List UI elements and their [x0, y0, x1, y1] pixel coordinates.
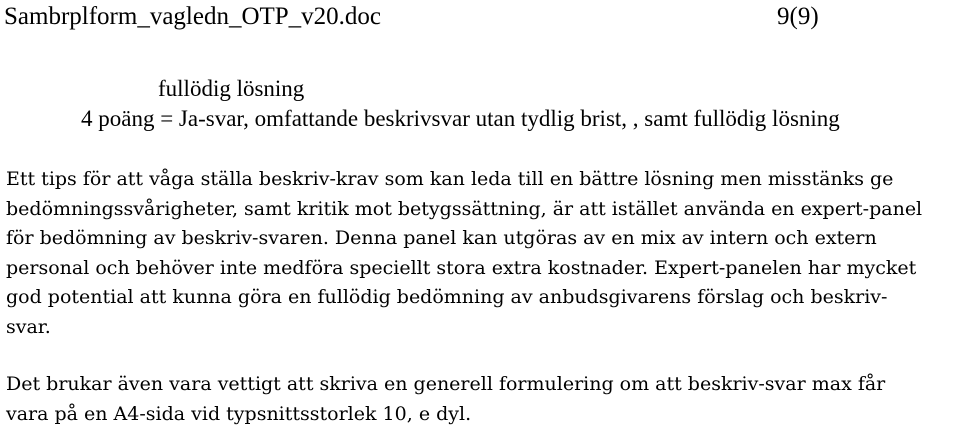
paragraph-line: svar. [6, 315, 51, 338]
paragraph-line: för bedömning av beskriv-svaren. Denna panel kan utgöras av en mix av intern och extern [6, 227, 877, 249]
formulation-paragraph [6, 370, 958, 429]
paragraph-line: Ett tips för att våga ställa beskriv-krav som kan leda till en bättre lösning men misstänks ge [6, 168, 894, 190]
paragraph-line: bedömningssvårigheter, samt kritik mot betygssättning, är att istället använda en expert-panel [6, 197, 923, 220]
paragraph-line: Det brukar även vara vettigt att skriva en generell formulering om att beskriv-svar max får [6, 373, 886, 395]
page-number: 9(9) [777, 3, 819, 30]
scoring-line: 4 poäng = Ja-svar, omfattande beskrivsvar utan tydlig brist, , samt fullödig lösning [81, 106, 840, 131]
paragraph-line: god potential att kunna göra en fullödig bedömning av anbudsgivarens förslag och beskriv- [6, 286, 888, 308]
page-header [0, 0, 960, 34]
paragraph-line: personal och behöver inte medföra speciellt stora extra kostnader. Expert-panelen har mycket [6, 256, 917, 279]
paragraph-line: vara på en A4-sida vid typsnittsstorlek 10, e dyl. [6, 402, 472, 425]
scoring-line: fullödig lösning [158, 76, 305, 101]
document-filename: Sambrplform_vagledn_OTP_v20.doc [4, 3, 382, 30]
tip-paragraph [6, 165, 958, 342]
